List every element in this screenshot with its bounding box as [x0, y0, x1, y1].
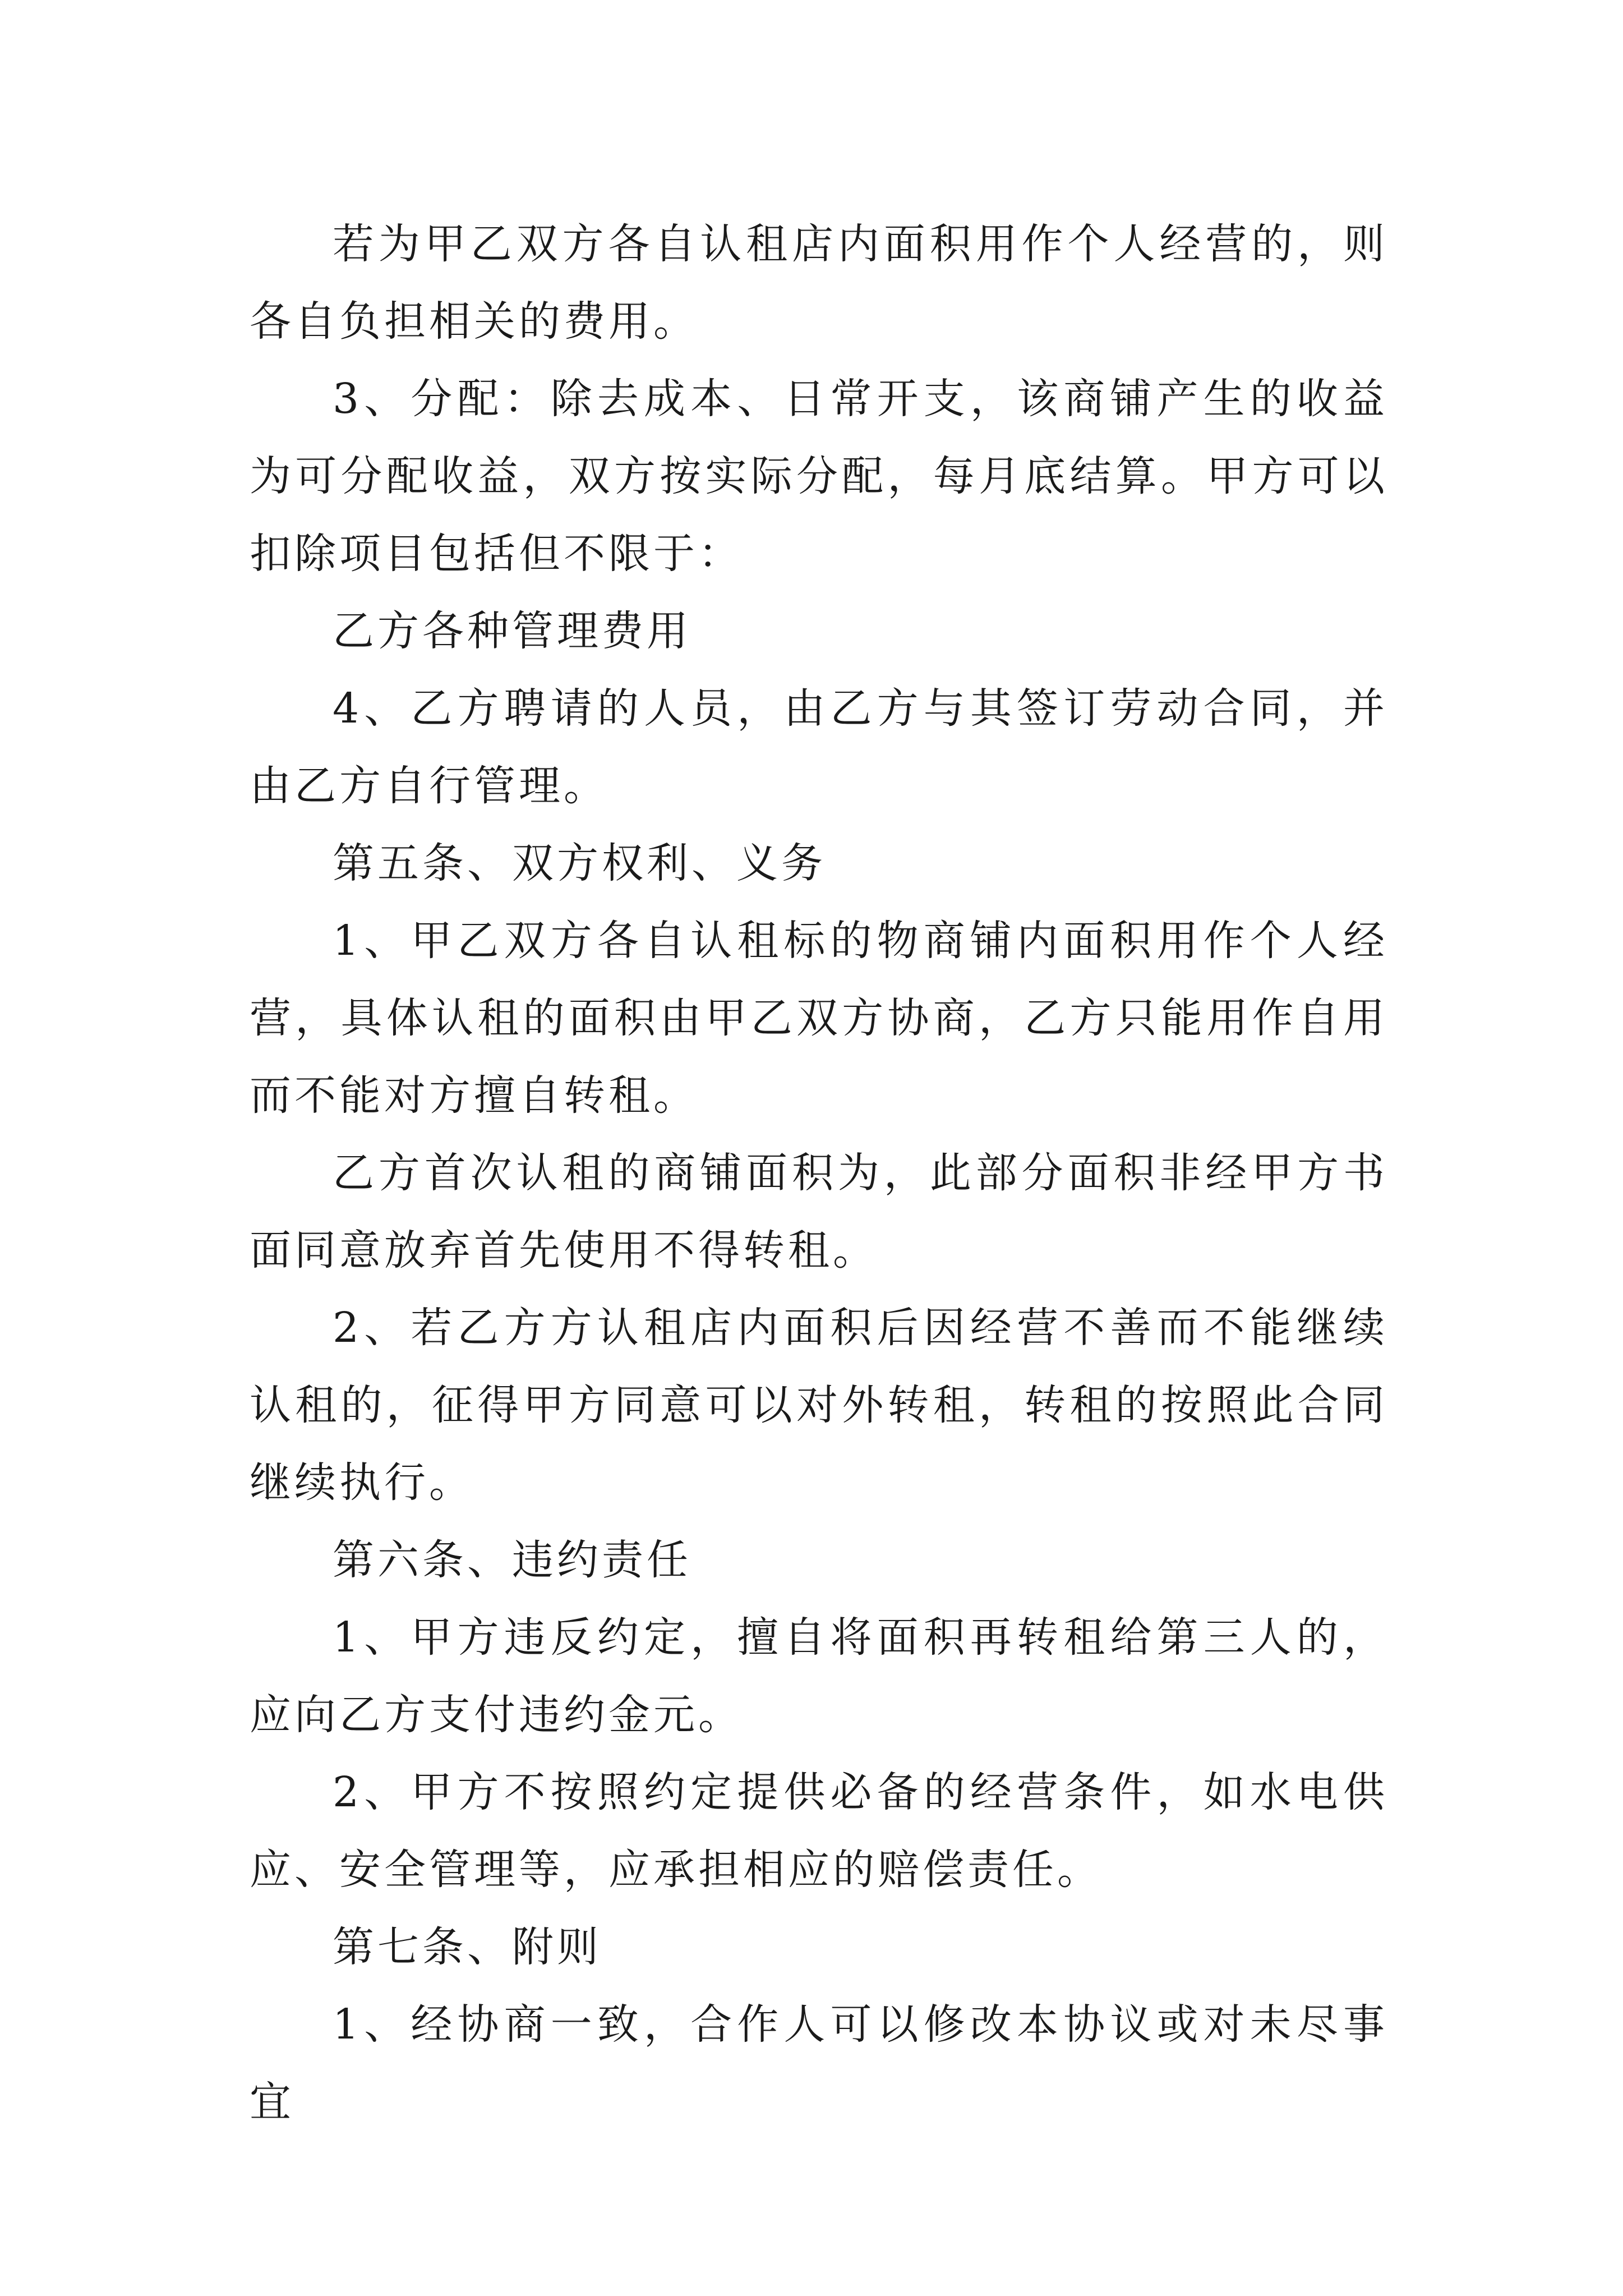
section-heading: 第六条、违约责任: [333, 1536, 691, 1584]
paragraph: 若为甲乙双方各自认租店内面积用作个人经营的，则各自负担相关的费用。: [250, 220, 1388, 346]
paragraph: 乙方各种管理费用: [333, 607, 691, 655]
paragraph: 1、经协商一致，合作人可以修改本协议或对未尽事宜: [250, 2000, 1388, 2126]
document-body: [250, 205, 1388, 2141]
paragraph: 2、甲方不按照约定提供必备的经营条件，如水电供应、安全管理等，应承担相应的赔偿责任。: [250, 1768, 1388, 1894]
paragraph: 4、乙方聘请的人员，由乙方与其签订劳动合同，并由乙方自行管理。: [250, 684, 1388, 810]
paragraph: 1、甲方违反约定，擅自将面积再转租给第三人的，应向乙方支付违约金元。: [250, 1613, 1388, 1739]
paragraph: 3、分配：除去成本、日常开支，该商铺产生的收益为可分配收益，双方按实际分配，每月底结算。甲方可以扣除项目包括但不限于：: [250, 375, 1388, 578]
section-heading: 第七条、附则: [333, 1923, 602, 1971]
paragraph: 2、若乙方方认租店内面积后因经营不善而不能继续认租的，征得甲方同意可以对外转租，转租的按照此合同继续执行。: [250, 1304, 1388, 1507]
paragraph: 1、甲乙双方各自认租标的物商铺内面积用作个人经营，具体认租的面积由甲乙双方协商，乙方只能用作自用而不能对方擅自转租。: [250, 917, 1388, 1120]
paragraph: 乙方首次认租的商铺面积为，此部分面积非经甲方书面同意放弃首先使用不得转租。: [250, 1149, 1388, 1274]
section-heading: 第五条、双方权利、义务: [333, 839, 826, 887]
